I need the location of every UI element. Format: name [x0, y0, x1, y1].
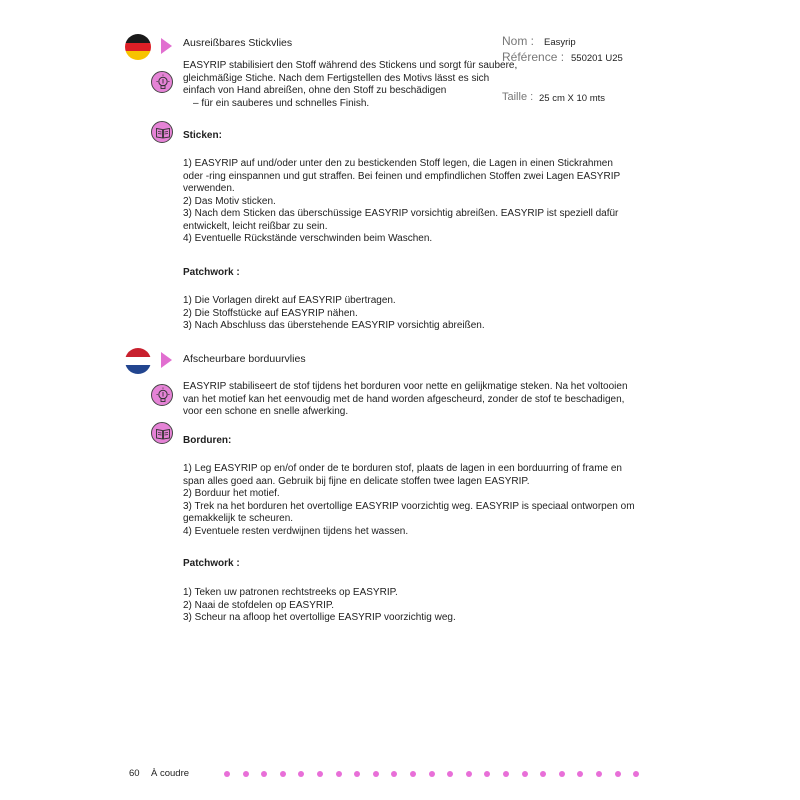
name-label: Nom :	[502, 34, 535, 48]
intro-line: einfach von Hand abreißen, ohne den Stoff zu beschädigen	[183, 85, 447, 96]
patchwork-instructions-de	[183, 295, 485, 333]
instruction-line: 4) Eventuele resten verdwijnen tijdens het wassen.	[183, 525, 409, 537]
instruction-line: 3) Trek na het borduren het overtollige EASYRIP voorzichtig weg. EASYRIP is speciaal ontworpen om	[183, 500, 635, 512]
intro-line: – für ein sauberes und schnelles Finish.	[193, 97, 370, 109]
footer-dot	[410, 771, 416, 777]
footer-dot	[503, 771, 509, 777]
german-section-title: Ausreißbares Stickvlies	[183, 37, 293, 49]
german-intro	[183, 60, 517, 110]
instruction-line: 2) Das Motiv sticken.	[183, 195, 276, 207]
patchwork-heading-de: Patchwork :	[183, 267, 240, 278]
instruction-line: 3) Scheur na afloop het overtollige EASYRIP voorzichtig weg.	[183, 612, 456, 623]
dutch-flag-icon	[125, 348, 151, 374]
instruction-line: 1) Die Vorlagen direkt auf EASYRIP übertragen.	[183, 295, 396, 306]
instruction-line: span alles goed aan. Gebruik bij fijne en delicate stoffen twee lagen EASYRIP.	[183, 475, 530, 487]
footer-dot	[540, 771, 546, 777]
footer-dot	[522, 771, 528, 777]
reference-label: Référence :	[502, 50, 565, 64]
footer-dot	[466, 771, 472, 777]
instruction-line: 2) Borduur het motief.	[183, 488, 280, 499]
footer-section-title: À coudre	[151, 768, 190, 779]
footer-dot	[298, 771, 304, 777]
footer-dot	[633, 771, 639, 777]
dutch-section-title: Afscheurbare borduurvlies	[183, 353, 306, 365]
size-label: Taille :	[502, 91, 534, 103]
borduren-instructions	[183, 463, 635, 538]
intro-line: voor een schone en snelle afwerking.	[183, 406, 349, 417]
size-value: 25 cm X 10 mts	[539, 93, 605, 104]
footer-dot	[615, 771, 621, 777]
footer-dot	[354, 771, 360, 777]
instruction-line: 3) Nach Abschluss das überstehende EASYRIP vorsichtig abreißen.	[183, 320, 485, 331]
footer-dot	[317, 771, 323, 777]
instruction-line: entwickelt, leicht reißbar zu sein.	[183, 220, 328, 232]
page-number: 60	[129, 768, 140, 779]
borduren-heading: Borduren:	[183, 435, 232, 446]
footer-dot	[243, 771, 249, 777]
footer-dot	[596, 771, 602, 777]
pink-arrow-icon	[161, 352, 172, 368]
instruction-line: 1) EASYRIP auf und/oder unter den zu bestickenden Stoff legen, die Lagen in einen Stickrahmen	[183, 158, 613, 169]
lightbulb-icon	[151, 71, 173, 93]
instruction-line: 2) Naai de stofdelen op EASYRIP.	[183, 599, 335, 611]
footer-dot	[429, 771, 435, 777]
pink-arrow-icon	[161, 38, 172, 54]
footer-dot	[391, 771, 397, 777]
intro-line: EASYRIP stabiliseert de stof tijdens het borduren voor nette en gelijkmatige steken. Na het voltooien	[183, 381, 628, 392]
reference-value: 550201 U25	[571, 53, 623, 64]
footer-dot	[559, 771, 565, 777]
patchwork-instructions-nl	[183, 587, 456, 625]
german-flag-icon	[125, 34, 151, 60]
instruction-line: 3) Nach dem Sticken das überschüssige EASYRIP vorsichtig abreißen. EASYRIP ist speziell dafür	[183, 208, 619, 219]
sticken-heading: Sticken:	[183, 130, 222, 141]
footer-dot	[280, 771, 286, 777]
instruction-line: 2) Die Stoffstücke auf EASYRIP nähen.	[183, 307, 358, 319]
footer-dot	[224, 771, 230, 777]
book-icon	[151, 422, 173, 444]
footer-dot	[447, 771, 453, 777]
footer-dot	[261, 771, 267, 777]
instruction-line: verwenden.	[183, 183, 235, 194]
instruction-line: 1) Teken uw patronen rechtstreeks op EASYRIP.	[183, 587, 398, 598]
book-icon	[151, 121, 173, 143]
footer-dot	[577, 771, 583, 777]
intro-line: van het motief kan het eenvoudig met de hand worden afgescheurd, zonder de stof te beschadigen,	[183, 393, 625, 405]
dutch-intro	[183, 381, 628, 419]
instruction-line: 1) Leg EASYRIP op en/of onder de te borduren stof, plaats de lagen in een borduurring of frame en	[183, 463, 622, 474]
footer-dot	[373, 771, 379, 777]
instruction-line: oder -ring einspannen und gut straffen. Bei feinen und empfindlichen Stoffen zwei Lagen EASYRIP	[183, 170, 621, 182]
instruction-line: gemakkelijk te scheuren.	[183, 513, 294, 524]
intro-line: gleichmäßige Stiche. Nach dem Fertigstellen des Motivs lässt es sich	[183, 72, 490, 84]
intro-line: EASYRIP stabilisiert den Stoff während des Stickens und sorgt für saubere,	[183, 60, 518, 71]
patchwork-heading-nl: Patchwork :	[183, 558, 240, 569]
instruction-line: 4) Eventuelle Rückstände verschwinden beim Waschen.	[183, 233, 433, 244]
lightbulb-icon	[151, 384, 173, 406]
footer-dot	[336, 771, 342, 777]
sticken-instructions	[183, 158, 620, 246]
name-value: Easyrip	[544, 37, 576, 48]
footer-dot	[484, 771, 490, 777]
